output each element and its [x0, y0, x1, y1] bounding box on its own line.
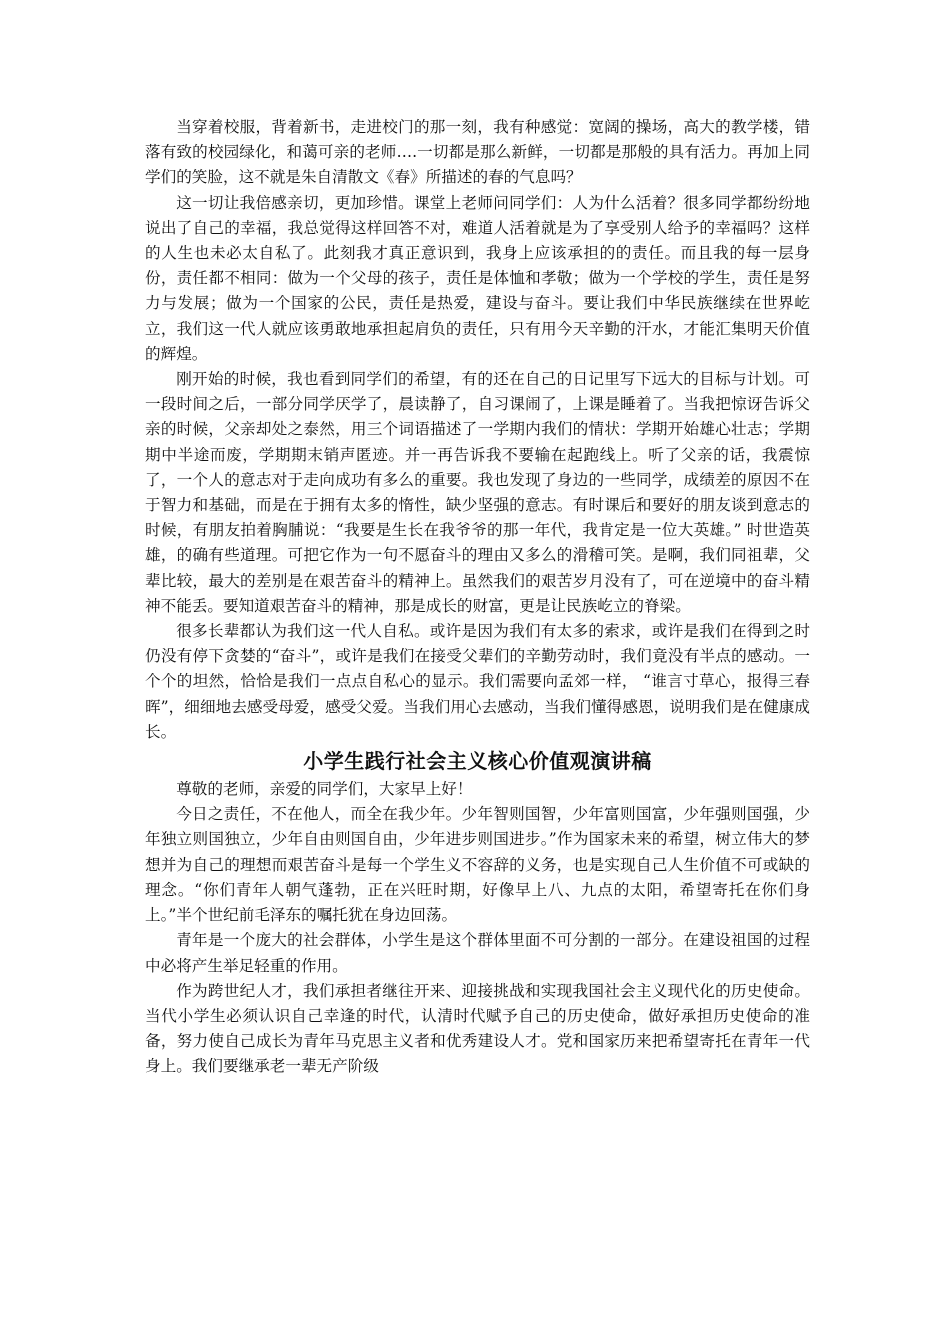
- speech-paragraph-2: 青年是一个庞大的社会群体，小学生是这个群体里面不可分割的一部分。在建设祖国的过程中必将产生举足轻重的作用。: [145, 931, 810, 975]
- essay-paragraph-1: 当穿着校服，背着新书，走进校门的那一刻，我有种感觉：宽阔的操场，高大的教学楼，错落有致的校园绿化，和蔼可亲的老师….一切都是那么新鲜，一切都是那般的具有活力。再加上同学们的笑脸，这不就是朱自清散文《春》所描述的春的气息吗？: [145, 118, 810, 187]
- speech-paragraph-1: 今日之责任，不在他人，而全在我少年。少年智则国智，少年富则国富，少年强则国强，少年独立则国独立，少年自由则国自由，少年进步则国进步。”作为国家未来的希望，树立伟大的梦想并为自己的理想而艰苦奋斗是每一个学生义不容辞的义务，也是实现自己人生价值不可或缺的理念。“你们青年人朝气蓬勃，正在兴旺时期，好像早上八、九点的太阳，希望寄托在你们身上。”半个世纪前毛泽东的嘱托犹在身边回荡。: [145, 805, 810, 925]
- document-page: [145, 115, 810, 1080]
- essay-paragraph-4: 很多长辈都认为我们这一代人自私。或许是因为我们有太多的索求，或许是我们在得到之时仍没有停下贪婪的“奋斗”，或许是我们在接受父辈们的辛勤劳动时，我们竟没有半点的感动。一个个的坦然，恰恰是我们一点点自私心的显示。我们需要向孟郊一样， “谁言寸草心，报得三春晖”，细细地去感受母爱，感受父爱。当我们用心去感动，当我们懂得感恩，说明我们是在健康成长。: [145, 622, 810, 741]
- speech-paragraph-3: 作为跨世纪人才，我们承担者继往开来、迎接挑战和实现我国社会主义现代化的历史使命。当代小学生必须认识自己幸逢的时代，认清时代赋予自己的历史使命，做好承担历史使命的准备，努力使自己成长为青年马克思主义者和优秀建设人才。党和国家历来把希望寄托在青年一代身上。我们要继承老一辈无产阶级: [145, 981, 810, 1076]
- speech-title: 小学生践行社会主义核心价值观演讲稿: [303, 749, 652, 774]
- essay-paragraph-3: 刚开始的时候，我也看到同学们的希望，有的还在自己的日记里写下远大的目标与计划。可一段时间之后，一部分同学厌学了，晨读静了，自习课闹了，上课是睡着了。当我把惊讶告诉父亲的时候，父亲却处之泰然，用三个词语描述了一学期内我们的情状：学期开始雄心壮志；学期期中半途而废，学期期末销声匿迹。并一再告诉我不要输在起跑线上。听了父亲的话，我震惊了，一个人的意志对于走向成功有多么的重要。我也发现了身边的一些同学，成绩差的原因不在于智力和基础，而是在于拥有太多的惰性，缺少坚强的意志。有时课后和要好的朋友谈到意志的时候，有朋友拍着胸脯说：“我要是生长在我爷爷的那一年代，我肯定是一位大英雄。” 时世造英雄，的确有些道理。可把它作为一句不愿奋斗的理由又多么的滑稽可笑。是啊，我们同祖辈，父辈比较，最大的差别是在艰苦奋斗的精神上。虽然我们的艰苦岁月没有了，可在逆境中的奋斗精神不能丢。要知道艰苦奋斗的精神，那是成长的财富，更是让民族屹立的脊梁。: [145, 370, 810, 615]
- essay-paragraph-2: 这一切让我倍感亲切，更加珍惜。课堂上老师问同学们：人为什么活着？很多同学都纷纷地说出了自己的幸福，我总觉得这样回答不对，难道人活着就是为了享受别人给予的幸福吗？这样的人生也未必太自私了。此刻我才真正意识到，我身上应该承担的的责任。而且我的每一层身份，责任都不相同：做为一个父母的孩子，责任是体恤和孝敬；做为一个学校的学生，责任是努力与发展；做为一个国家的公民，责任是热爱，建设与奋斗。要让我们中华民族继续在世界屹立，我们这一代人就应该勇敢地承担起肩负的责任，只有用今天辛勤的汗水，才能汇集明天价值的辉煌。: [145, 193, 810, 363]
- speech-greeting: 尊敬的老师，亲爱的同学们，大家早上好！: [176, 780, 473, 799]
